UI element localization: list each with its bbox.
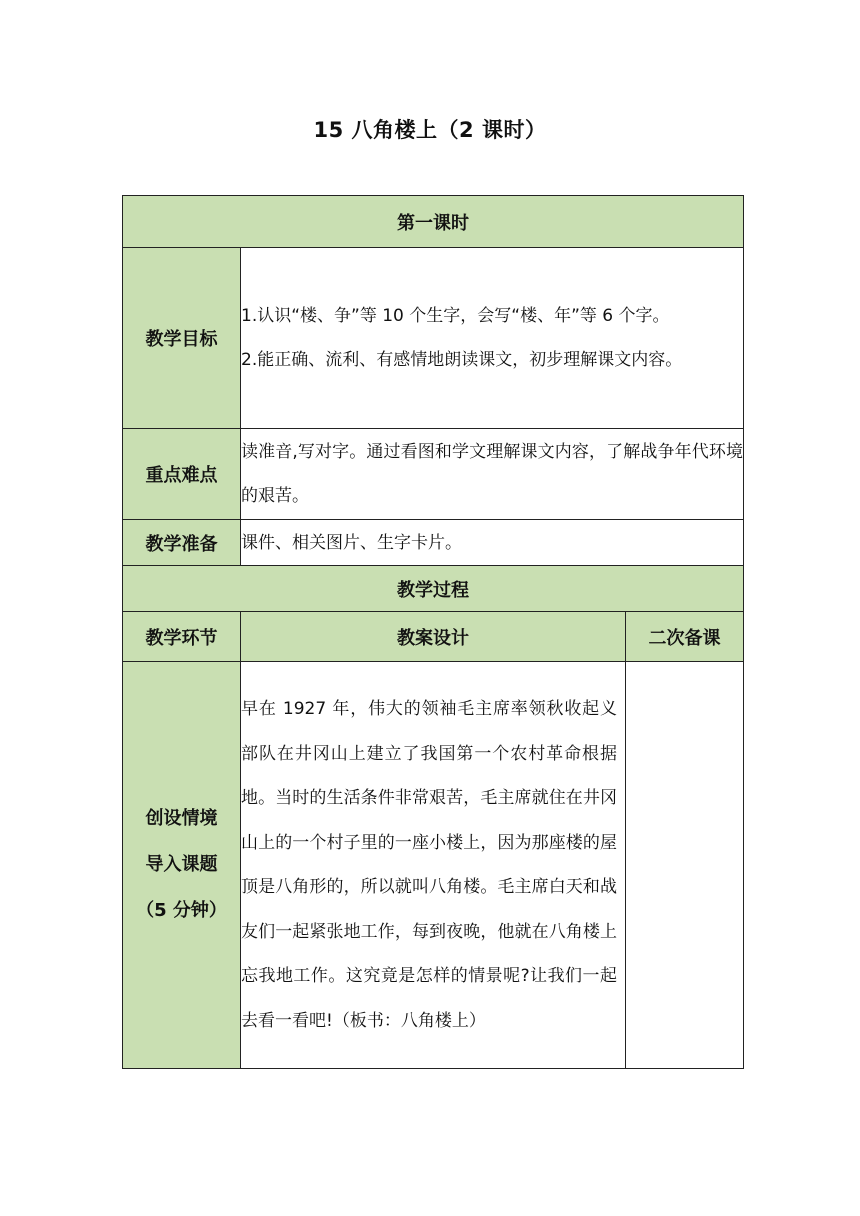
column-header-design: 教案设计 <box>241 612 626 662</box>
stage-label-line: 导入课题 <box>145 854 218 875</box>
stage-notes <box>626 662 744 1069</box>
stage-label-line: 创设情境 <box>145 808 218 829</box>
key-points-label: 重点难点 <box>123 429 241 520</box>
column-header-notes: 二次备课 <box>626 612 744 662</box>
preparation-row <box>123 520 744 566</box>
preparation-content: 课件、相关图片、生字卡片。 <box>241 520 744 566</box>
column-header-stage: 教学环节 <box>123 612 241 662</box>
stage-design: 早在 1927 年，伟大的领袖毛主席率领秋收起义部队在井冈山上建立了我国第一个农村革命根据地。当时的生活条件非常艰苦，毛主席就住在井冈山上的一个村子里的一座小楼上，因为那座楼的屋顶是八角形的，所以就叫八角楼。毛主席白天和战友们一起紧张地工作，每到夜晚，他就在八角楼上忘我地工作。这究竟是怎样的情景呢?让我们一起去看一看吧!（板书：八角楼上） <box>241 662 626 1069</box>
stage-row <box>123 662 744 1069</box>
preparation-label: 教学准备 <box>123 520 241 566</box>
page-title: 15 八角楼上（2 课时） <box>313 118 547 142</box>
column-header-row <box>123 612 744 662</box>
lesson-plan-table <box>122 195 744 1069</box>
objectives-label: 教学目标 <box>123 248 241 429</box>
stage-label <box>123 662 241 1069</box>
objective-item: 1.认识“楼、争”等 10 个生字，会写“楼、年”等 6 个字。 <box>241 305 670 326</box>
key-points-content: 读准音,写对字。通过看图和学文理解课文内容，了解战争年代环境的艰苦。 <box>241 429 744 520</box>
objectives-row <box>123 248 744 429</box>
objective-item: 2.能正确、流利、有感情地朗读课文，初步理解课文内容。 <box>241 350 683 370</box>
process-header-row <box>123 566 744 612</box>
key-points-row <box>123 429 744 520</box>
process-header: 教学过程 <box>123 566 744 612</box>
objectives-content <box>241 248 744 429</box>
section-header-row <box>123 196 744 248</box>
section-header: 第一课时 <box>123 196 744 248</box>
stage-label-line: （5 分钟） <box>136 900 227 921</box>
